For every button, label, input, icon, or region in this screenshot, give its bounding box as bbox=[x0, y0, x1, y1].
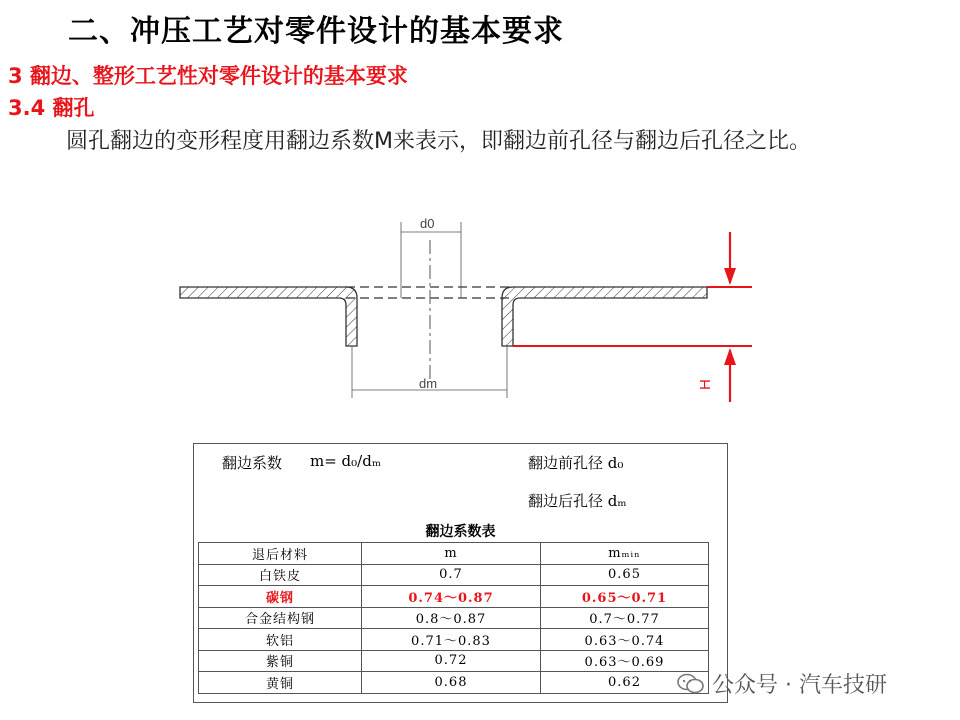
flanging-coefficient-panel bbox=[193, 443, 728, 703]
formula-label: 翻边系数 bbox=[222, 454, 283, 472]
arrow-down-icon bbox=[724, 268, 736, 285]
table-cell: 0.8～0.87 bbox=[362, 607, 541, 629]
table-header-cell: m bbox=[362, 543, 541, 565]
formula: m= d₀/dₘ bbox=[310, 452, 382, 470]
table-cell: 0.65～0.71 bbox=[541, 586, 709, 608]
table-row bbox=[199, 586, 709, 608]
table-cell: 白铁皮 bbox=[199, 564, 362, 586]
table-cell: 0.7 bbox=[362, 564, 541, 586]
right-plate bbox=[502, 287, 707, 346]
table-header-cell: mₘᵢₙ bbox=[541, 543, 709, 565]
table-cell: 碳钢 bbox=[199, 586, 362, 608]
table-cell: 0.65 bbox=[541, 564, 709, 586]
before-diameter-label: 翻边前孔径 d₀ bbox=[528, 454, 624, 472]
d0-label: d0 bbox=[420, 216, 435, 231]
wechat-icon bbox=[676, 672, 706, 696]
arrow-up-icon bbox=[724, 348, 736, 365]
watermark-text: 公众号 · 汽车技研 bbox=[712, 673, 887, 698]
table-row bbox=[199, 672, 709, 694]
section-heading: 3 翻边、整形工艺性对零件设计的基本要求 bbox=[8, 64, 408, 88]
left-plate bbox=[180, 287, 357, 346]
h-label: H bbox=[697, 379, 714, 390]
table-cell: 0.62 bbox=[541, 672, 709, 694]
table-cell: 黄铜 bbox=[199, 672, 362, 694]
table-cell: 软铝 bbox=[199, 629, 362, 651]
subsection-heading: 3.4 翻孔 bbox=[8, 96, 95, 120]
table-cell: 0.74～0.87 bbox=[362, 586, 541, 608]
table-row bbox=[199, 607, 709, 629]
table-cell: 0.71～0.83 bbox=[362, 629, 541, 651]
table-cell: 0.72 bbox=[362, 650, 541, 672]
table-row bbox=[199, 650, 709, 672]
dm-label: dm bbox=[419, 376, 438, 391]
page-title: 二、冲压工艺对零件设计的基本要求 bbox=[68, 14, 564, 49]
table-row bbox=[199, 564, 709, 586]
table-cell: 0.7～0.77 bbox=[541, 607, 709, 629]
description-text: 圆孔翻边的变形程度用翻边系数M来表示，即翻边前孔径与翻边后孔径之比。 bbox=[66, 129, 811, 154]
table-caption: 翻边系数表 bbox=[425, 524, 496, 540]
table-row bbox=[199, 629, 709, 651]
watermark bbox=[676, 668, 887, 699]
table-header-cell: 退后材料 bbox=[199, 543, 362, 565]
table-cell: 紫铜 bbox=[199, 650, 362, 672]
table-cell: 0.63～0.69 bbox=[541, 650, 709, 672]
after-diameter-label: 翻边后孔径 dₘ bbox=[528, 492, 627, 510]
table-cell: 0.63～0.74 bbox=[541, 629, 709, 651]
table-cell: 合金结构钢 bbox=[199, 607, 362, 629]
coefficient-table bbox=[198, 542, 709, 694]
table-cell: 0.68 bbox=[362, 672, 541, 694]
table-header-row bbox=[199, 543, 709, 565]
